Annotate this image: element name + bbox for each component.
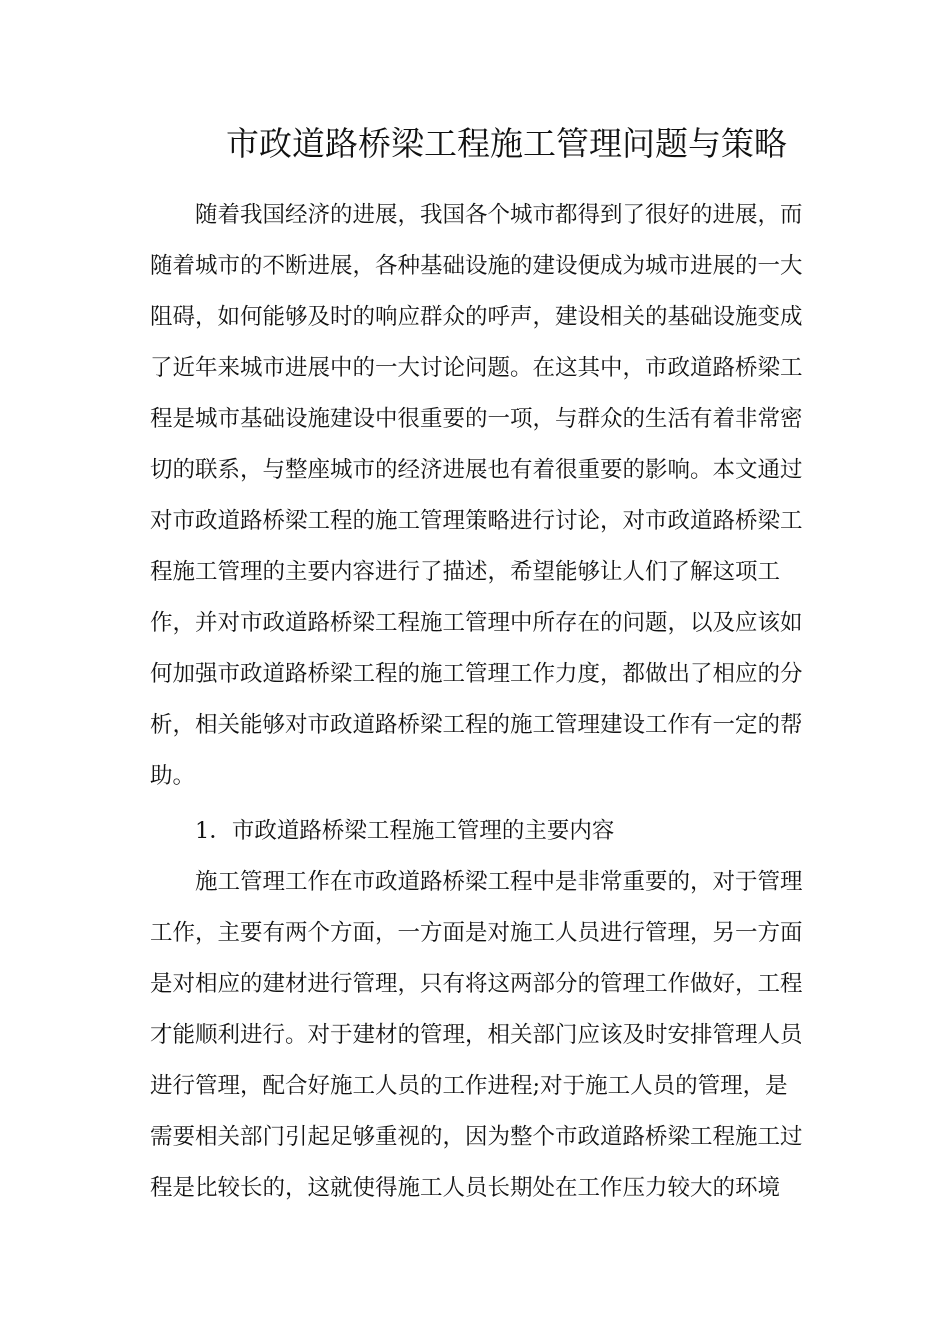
paragraph-line: 工作，主要有两个方面，一方面是对施工人员进行管理，另一方面 [150,920,803,946]
paragraph-line: 程是比较长的，这就使得施工人员长期处在工作压力较大的环境 [150,1175,781,1201]
paragraph-line: 随着城市的不断进展，各种基础设施的建设便成为城市进展的一大 [150,253,803,279]
paragraph-line: 何加强市政道路桥梁工程的施工管理工作力度，都做出了相应的分 [150,661,803,687]
paragraph-line: 切的联系，与整座城市的经济进展也有着很重要的影响。本文通过 [150,457,803,483]
paragraph-line: 作，并对市政道路桥梁工程施工管理中所存在的问题，以及应该如 [150,610,803,636]
section-heading: 1．市政道路桥梁工程施工管理的主要内容 [195,818,615,844]
paragraph-line: 阻碍，如何能够及时的响应群众的呼声，建设相关的基础设施变成 [150,304,803,330]
paragraph-line: 随着我国经济的进展，我国各个城市都得到了很好的进展，而 [195,202,803,228]
document-title: 市政道路桥梁工程施工管理问题与策略 [226,124,787,163]
paragraph-line: 对市政道路桥梁工程的施工管理策略进行讨论，对市政道路桥梁工 [150,508,803,534]
paragraph-line: 程是城市基础设施建设中很重要的一项，与群众的生活有着非常密 [150,406,803,432]
paragraph-line: 了近年来城市进展中的一大讨论问题。在这其中，市政道路桥梁工 [150,355,803,381]
paragraph-line: 助。 [150,763,196,789]
paragraph-line: 进行管理，配合好施工人员的工作进程;对于施工人员的管理，是 [150,1073,788,1099]
paragraph-line: 是对相应的建材进行管理，只有将这两部分的管理工作做好，工程 [150,971,803,997]
paragraph-line: 析，相关能够对市政道路桥梁工程的施工管理建设工作有一定的帮 [150,712,803,738]
paragraph-line: 程施工管理的主要内容进行了描述，希望能够让人们了解这项工 [150,559,781,585]
paragraph-line: 需要相关部门引起足够重视的，因为整个市政道路桥梁工程施工过 [150,1124,803,1150]
paragraph-line: 施工管理工作在市政道路桥梁工程中是非常重要的，对于管理 [195,869,803,895]
paragraph-line: 才能顺利进行。对于建材的管理，相关部门应该及时安排管理人员 [150,1022,803,1048]
